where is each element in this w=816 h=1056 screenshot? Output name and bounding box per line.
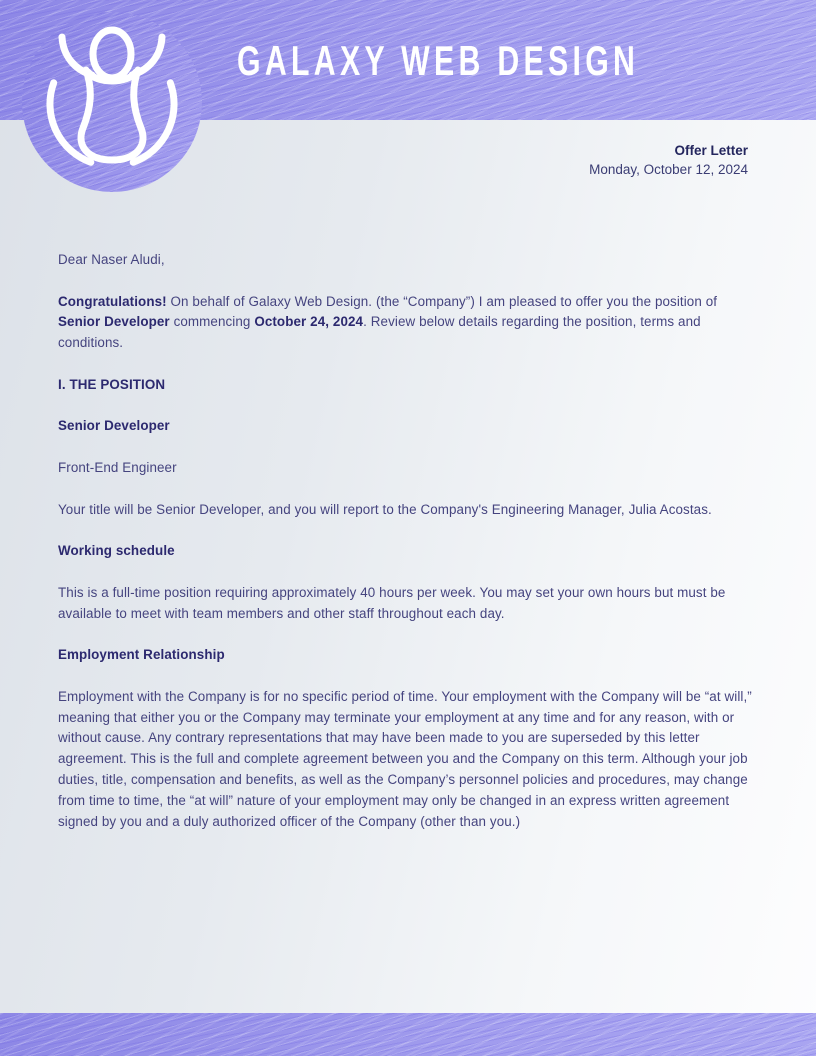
- text-run: . Review below details regarding the position, terms and conditions.: [58, 314, 701, 351]
- salutation: Dear Naser Aludi,: [58, 252, 165, 267]
- paragraph: This is a full-time position requiring approximately 40 hours per week. You may set your own hours but must be available to meet with team members and other staff throughout each day.: [58, 584, 726, 621]
- bold-text-run: Congratulations!: [58, 293, 167, 309]
- person-raising-arms-in-circle-icon: [22, 12, 202, 192]
- footer-band: [0, 1013, 816, 1056]
- document-date: Monday, October 12, 2024: [589, 162, 748, 178]
- paragraph: Employment with the Company is for no specific period of time. Your employment with the Company will be “at will,” meaning that either you or the Company may terminate your employment at any time and for any reason, with or without cause. Any contrary representations that may have been made to you are superseded by this letter agreement. This is the full and complete agreement between you and the Company on this term. Although your job duties, title, compensation and benefits, as well as the Company’s personnel policies and procedures, may change from time to time, the “at will” nature of your employment may only be changed in an express written agreement signed by you and a duly authorized officer of the Company (other than you.): [58, 688, 752, 829]
- company-name: GALAXY WEB DESIGN: [237, 37, 640, 84]
- document-meta: [589, 143, 748, 178]
- paragraph: Front-End Engineer: [58, 459, 177, 475]
- text-run: commencing: [169, 314, 255, 330]
- bold-text-run: October 24, 2024: [254, 314, 364, 330]
- paragraph: Your title will be Senior Developer, and you will report to the Company's Engineering Manager, Julia Acostas.: [58, 501, 712, 517]
- section-heading: Employment Relationship: [58, 647, 225, 663]
- letter-sections: [58, 375, 762, 833]
- section-heading: I. THE POSITION: [58, 376, 166, 392]
- bold-text-run: Senior Developer: [58, 314, 170, 330]
- section-heading: Working schedule: [58, 543, 175, 559]
- intro-paragraph: [58, 292, 762, 354]
- section-heading: Senior Developer: [58, 418, 170, 434]
- document-title: Offer Letter: [674, 143, 748, 158]
- letter-body: [58, 250, 762, 853]
- company-logo: [22, 12, 202, 192]
- text-run: On behalf of Galaxy Web Design. (the “Company”) I am pleased to offer you the position of: [166, 293, 718, 309]
